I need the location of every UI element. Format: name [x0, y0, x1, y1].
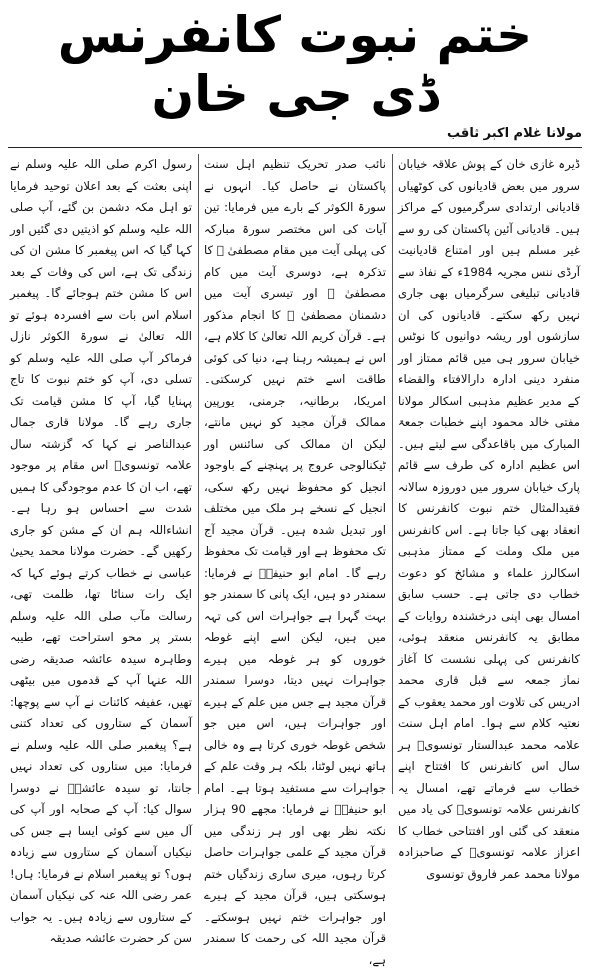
- column-divider-2: [198, 154, 199, 794]
- headline: [30, 4, 560, 122]
- byline-divider: [8, 147, 582, 148]
- headline-line-2: ڈی جی خان: [151, 65, 439, 123]
- article-column-3: [10, 154, 192, 945]
- byline: مولانا غلام اکبر ثاقب: [447, 126, 582, 141]
- article-column-1: [398, 154, 580, 881]
- column-1-text: ڈیرہ غازی خان کے پوش علاقہ خیابان سرور میں بعض قادیانوں کی کوٹھیاں قادیانی ارتدادی سرگرمیوں کے مراکز ہیں۔ قادیانی آئین پاکستان کی رو سے غیر مسلم ہیں اور امتناع قادیانیت آرڈی ننس مجریہ 1984ء کے نفاذ سے قادیانی تبلیغی سرگرمیاں بھی جاری نہیں رکھ سکتے۔ قادیانوں کی ان سازشوں اور ریشہ دوانیوں کا نوٹس خیابان سرور ہی میں قائم ممتاز اور منفرد دینی ادارہ دارالافتاء والقضاء کے مدیر عظیم مذہبی اسکالر مولانا مفتی خالد محمود اپنے خطبات جمعۃ المبارک میں باقاعدگی سے لیتے ہیں۔ اس عظیم ادارہ کی طرف سے قائم پارک خیابان سرور میں دوروزہ سالانہ فقیدالمثال ختم نبوت کانفرنس کا انعقاد بھی کیا جاتا ہے۔ اس کانفرنس میں ملک وملت کے ممتاز مذہبی اسکالرز علماء و مشائخ کو دعوت خطاب دی جاتی ہے۔ حسب سابق امسال بھی اپنی درخشندہ روایات کے مطابق یہ کانفرنس منعقد ہوئی، کانفرنس کی پہلی نشست کا آغاز نماز جمعہ سے قبل قاری محمد ادریس کی تلاوت اور محمد یعقوب کے نعتیہ کلام سے ہوا۔ امام اہل سنت علامہ محمد عبدالستار تونسویؒ ہر سال اس کانفرنس کا افتتاح اپنے خطاب سے فرماتے تھے، امسال یہ کانفرنس علامہ تونسویؒ کی یاد میں منعقد کی گئی اور افتتاحی خطاب کا اعزاز علامہ تونسویؒ کے صاحبزادہ مولانا محمد عمر فاروق تونسوی: [398, 157, 580, 881]
- column-divider-1: [392, 154, 393, 794]
- headline-line-1: ختم نبوت کانفرنس: [57, 6, 533, 64]
- column-3-text: رسول اکرم صلی اللہ علیہ وسلم نے اپنی بعثت کے بعد اعلان توحید فرمایا تو اہل مکہ دشمن بن گئے، آپ صلی اللہ علیہ وسلم کو اذیتیں دی گئیں اور کہا گیا کہ اس پیغمبر کا مشن ان کی زندگی تک ہے، اس کی وفات کے بعد اس کا مشن ختم ہوجائے گا۔ پیغمبر اسلام اس بات سے افسردہ ہوئے تو اللہ تعالیٰ نے سورۃ الکوثر نازل فرماکر آپ صلی اللہ علیہ وسلم کو تسلی دی، آپ کو ختم نبوت کا تاج پہنایا گیا، آپ کا مشن قیامت تک جاری رہے گا۔ مولانا قاری جمال عبدالناصر نے کہا کہ گزشتہ سال علامہ تونسویؒ اس مقام پر موجود تھے، اب ان کا عدم موجودگی کا ہمیں شدت سے احساس ہو رہا ہے۔ انشاءاللہ ہم ان کے مشن کو جاری رکھیں گے۔ حضرت مولانا محمد یحییٰ عباسی نے خطاب کرتے ہوئے کہا کہ ایک رات سناٹا تھا، ظلمت تھی، رسالت مآب صلی اللہ علیہ وسلم بستر پر محو استراحت تھے، طیبہ وطاہرہ سیدہ عائشہ صدیقہ رضی اللہ عنہا آپ کے قدموں میں بیٹھی تھیں، عفیفہ کائنات نے آپ سے پوچھا: آسمان کے ستاروں کی تعداد کتنی ہے؟ پیغمبر صلی اللہ علیہ وسلم نے فرمایا: میں ستاروں کی تعداد نہیں جانتا، تو سیدہ عائشہؓ نے دوسرا سوال کیا: آپ کے صحابہ اور آپ کی آل میں سے کوئی ایسا ہے جس کی نیکیاں آسمان کے ستاروں سے زیادہ ہوں؟ تو پیغمبر اسلام نے فرمایا: ہاں! عمر رضی اللہ عنہ کی نیکیاں آسمان کے ستاروں سے زیادہ ہیں۔ یہ جواب سن کر حضرت عائشہ صدیقہ: [10, 157, 192, 945]
- column-2-text: نائب صدر تحریک تنظیم اہل سنت پاکستان نے حاصل کیا۔ انہوں نے سورۃ الکوثر کے بارے میں فرمایا: تین آیات کی اس مختصر سورۃ مبارکہ کی پہلی آیت میں مقام مصطفیٰ ﷺ کا تذکرہ ہے، دوسری آیت میں کام مصطفیٰ ﷺ اور تیسری آیت میں دشمنان مصطفیٰ ﷺ کا انجام مذکور ہے۔ قرآن کریم اللہ تعالیٰ کا کلام ہے، اس نے ہمیشہ رہنا ہے، دنیا کی کوئی طاقت اسے ختم نہیں کرسکتی۔ امریکا، برطانیہ، جرمنی، یورپین ممالک قرآن مجید کو نہیں مانتے، لیکن ان ممالک کی سائنس اور ٹیکنالوجی عروج پر پہنچنے کے باوجود انجیل کو محفوظ نہیں رکھ سکی، انجیل کے نسخے ہر ملک میں مختلف اور تبدیل شدہ ہیں۔ قرآن مجید آج تک محفوظ ہے اور قیامت تک محفوظ رہے گا۔ امام ابو حنیفہؒ نے فرمایا: سمندر دو ہیں، ایک پانی کا سمندر جو بہت گہرا ہے جواہرات اس کی تہہ میں ہیں، لیکن اسے اپنے غوطہ خوروں کو ہر غوطہ میں ہیرے جواہرات نہیں دیتا، دوسرا سمندر قرآن مجید ہے جس میں علم کے ہیرے اور جواہرات ہیں، اس میں جو شخص غوطہ خوری کرتا ہے وہ خالی ہاتھ نہیں لوٹتا، بلکہ ہر وقت علم کے جواہرات سے مستفید ہوتا ہے۔ امام ابو حنیفہؒ نے فرمایا: مجھے 90 ہزار نکتہ نظر بھی اور ہر زندگی میں قرآن مجید کے علمی جواہرات حاصل کرتا رہوں، میری ساری زندگیاں ختم ہوسکتی ہیں، قرآن مجید کے ہیرے اور جواہرات ختم نہیں ہوسکتے۔ قرآن مجید اللہ کی رحمت کا سمندر ہے،: [204, 157, 386, 967]
- article-column-2: [204, 154, 386, 967]
